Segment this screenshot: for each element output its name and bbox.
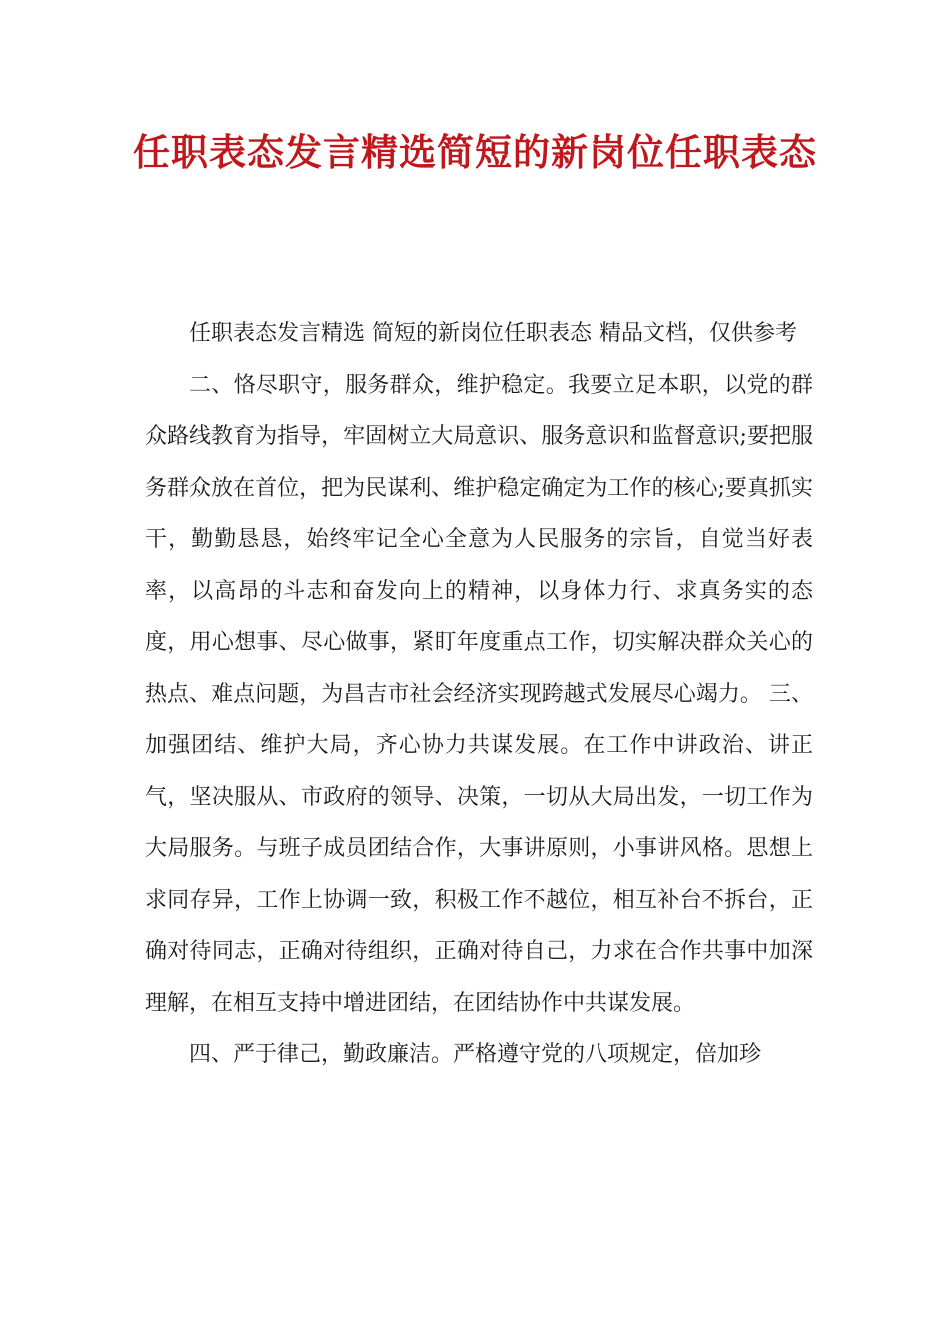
document-body <box>145 308 813 1081</box>
document-title: 任职表态发言精选简短的新岗位任职表态 <box>133 131 817 174</box>
paragraph-intro: 任职表态发言精选 简短的新岗位任职表态 精品文档，仅供参考 <box>189 321 797 346</box>
paragraph-four: 四、严于律己，勤政廉洁。严格遵守党的八项规定，倍加珍 <box>189 1042 762 1067</box>
paragraph-two-three: 二、恪尽职守，服务群众，维护稳定。我要立足本职，以党的群众路线教育为指导，牢固树立大局意识、服务意识和监督意识;要把服务群众放在首位，把为民谋利、维护稳定确定为工作的核心;要真抓实干，勤勤恳恳，始终牢记全心全意为人民服务的宗旨，自觉当好表率，以高昂的斗志和奋发向上的精神，以身体力行、求真务实的态度，用心想事、尽心做事，紧盯年度重点工作，切实解决群众关心的热点、难点问题，为昌吉市社会经济实现跨越式发展尽心竭力。 三、加强团结、维护大局，齐心协力共谋发展。在工作中讲政治、讲正气，坚决服从、市政府的领导、决策，一切从大局出发，一切工作为大局服务。与班子成员团结合作，大事讲原则，小事讲风格。思想上求同存异，工作上协调一致，积极工作不越位，相互补台不拆台，正确对待同志，正确对待组织，正确对待自己，力求在合作共事中加深理解，在相互支持中增进团结，在团结协作中共谋发展。 <box>145 372 813 1016</box>
